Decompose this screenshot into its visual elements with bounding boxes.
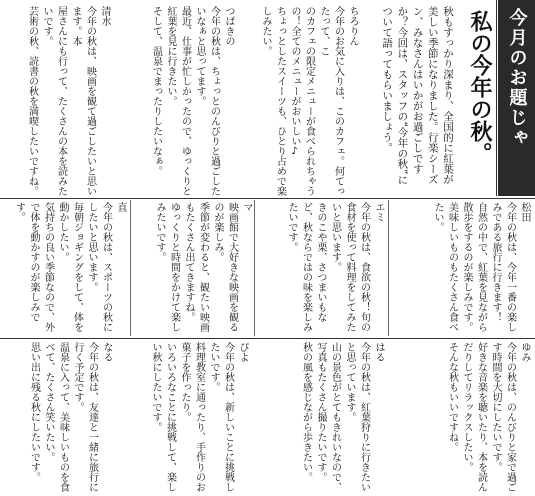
section-badge [495,0,535,196]
intro-text: 秋もすっかり深まり、全国的に紅葉が美しい季節になりました。行楽シーズン、みなさんはいかがお過ごしですか？今回は、スタッフの“今年の秋”について語ってもらいましょう。 [381,6,454,185]
column-middle-1: 松田 今年の秋は、今年一番の楽しみである旅行に行きます！ 自然の中で、紅葉を見ながら散歩をするのが楽しみです。 美味しいものもたくさん食べたい。 [432,202,530,332]
column-divider [254,200,255,336]
column-divider [388,200,389,336]
column-bottom-1: ゆみ 今年の秋は、のんびりと家で過ごす時間を大切にしたいです。 好きな音楽を聴いたり、本を読んだりしてリラックスしたい。 そんな秋もいいですね。 [446,342,530,492]
column-middle-2: エミ 今年の秋は、食欲の秋！旬の食材を使って料理をしてみたいと思います。 きのこや栗、さつまいもなど、秋ならではの味を楽しみたいです。 [286,202,384,332]
divider [0,338,535,339]
badge-title: 今月のお題じゃ [506,8,528,148]
divider [0,198,535,199]
column-middle-3: マ 映画館で大好きな映画を観るのが楽しみ。 季節が変わると、観たい映画もたくさん出てきますね。 ゆっくりと時間をかけて楽しみたいです。 [154,202,252,332]
column-bottom-4: なる 今年の秋は、友達と一緒に旅行に行く予定です。 温泉に入って、美味しいものを食べて、たくさん笑いたい。 思い出に残る秋にしたいです。 [28,342,112,492]
headline: 私の今年の秋。 [467,10,492,164]
column-middle-4: 直 今年の秋は、スポーツの秋にしたいと思います。 毎朝ジョギングをして、体を動かしたい。 気持ちの良い季節なので、外で体を動かすのが楽しみです。 [13,202,126,332]
column-bottom-2: はる 今年の秋は、紅葉狩りに行きたいと思っています。 山の景色がとてもきれいなので、写真もたくさん撮りたいです。 秋の風を感じながら歩きたい。 [300,342,384,492]
column-divider [130,200,131,336]
column-bottom-3: ぴよ 今年の秋は、新しいことに挑戦したいです。 料理教室に通ったり、手作りのお菓子を作ったり。 いろいろなことに挑戦して、楽しい秋にしたいです。 [150,342,248,492]
column-top-2: つばきの 今年の秋は、ちょっとのんびりと過ごしたいなぁと思ってます。 最近、仕事が忙しかったので、ゆっくりと紅葉を見に行きたい。 そして、温泉でまったりしたいなぁ。 [150,6,234,196]
column-top-3: 清水 今年の秋は、映画を観て過ごしたいと思います。本 屋さんにも行って、たくさんの本を読みたいです。 芸術の秋、読書の秋を満喫したいですね。 [26,6,110,196]
column-top-1: ちろりん 今年のお気に入りは、このカフェ。何てったって、こ のカフェの限定メニューが食べられちゃうの！全てのメニューがおいしい♪ ちょっとしたスイーツも、ひとり占めで楽しみたい。 [260,6,358,196]
